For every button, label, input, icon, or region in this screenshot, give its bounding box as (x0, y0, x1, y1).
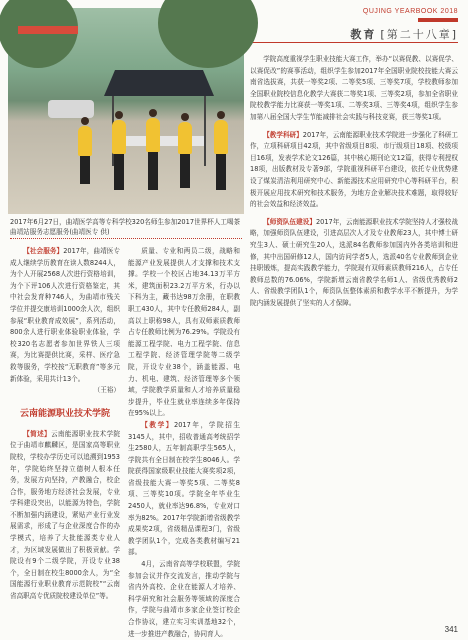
photo-volunteer-legs (80, 156, 90, 184)
photo-volunteer (146, 118, 160, 152)
paragraph (128, 420, 240, 559)
photo-volunteer (112, 120, 126, 154)
paragraph (10, 429, 120, 603)
section-tag: 【简述】 (23, 429, 51, 438)
paragraph: 4月，云南省高等学校联盟，学院参加会议并作交流发言，推动学院与省内外高校、企业在能源人才培养、科学研究和社会服务等领域的深度合作，学院与曲靖市多家企业签订校企合作协议，建立实习实训基地32个，进一步推进产教融合，协同育人。 (128, 560, 240, 638)
photo-tent (104, 70, 214, 96)
header-strip (418, 18, 458, 22)
section-tag: 【师资队伍建设】 (263, 217, 316, 226)
paragraph (250, 130, 458, 211)
paragraph: 质量、专业和两员二级，战略和能源产业发展提供人才支撑和技术支撑。学校一个校区占地34.13万平方米，建筑面积23.2万平方米，行办以下科为主，藏书达98万余册，在职教职工430人，其中专任教师284人，副高以上职称98人，具有双师素质教师占专任教师比例为76.29%。学院设有能源工程学院、电力工程学院、信息工程学院、经济管理学院等二级学院，开设专业38个，涵盖能源、电力、机电、建筑、经济管理等多个领域，学院教学质量和人才培养质量稳步提升，毕业生就业率连续多年保持在95%以上。 (128, 247, 240, 418)
photo-volunteer-legs (216, 154, 226, 190)
page-number: 341 (444, 625, 458, 634)
paragraph-text: 云南能源职业技术学院位于曲靖市麒麟区，是国家高等职业院校，学校办学历史可以追溯到1953年，学院始终坚持立德树人根本任务，发展方向坚持，产教融合，校企合作，服务地方经济社会发展，专业学科建设突出，以能源为特色，学院不断加强内涵建设，紧贴产业行业发展需求，形成了与企业深度合作的办学模式，培养了大批能源类专业人才，为区域发展做出了积极贡献。学院设有9个二级学院，开设专业38个，全日制在校生8000余人，为“全国能源行业职业教育示范院校”“云南省高职高专优质院校建设单位”等。 (10, 429, 121, 601)
header-divider (244, 42, 458, 43)
photo-volunteer-legs (180, 154, 190, 188)
paragraph (10, 246, 120, 385)
photo-volunteer-legs (148, 152, 158, 190)
photo-volunteer (178, 122, 192, 154)
paragraph-text: 2017年，云南能源职业技术学院坚持人才强校战略，加强师资队伍建设，引进高层次人才及专业教师23人，其中博士研究生3人、硕士研究生20人，选派84名教师参加国内外各类培训和进修，其中出国研修12人，国内访问学者5人，选派40名专业教师到企业挂职锻炼，提高实践教学能力，学院现有双师素质教师216人，占专任教师总数的76.06%，学院新增云南省教学名师1人、省级优秀教师2人、省级教学团队1个，师资队伍整体素质和教学水平不断提升，为学院内涵发展提供了坚实的人才保障。 (250, 217, 458, 307)
paragraph-text: 2017年，学院招生3145人，其中，招收普通高考统招学生2580人，五年制高职学生565人，学院共有全日制在校学生8046人。学院获得国家级职业技能大赛奖项2项，省级技能大赛一等奖5项、二等奖8项、三等奖10项。学院全年毕业生2450人，就业率达96.8%，专业对口率为82%。2017年学院新增省级教学成果奖2项，省级精品课程3门，省级教学团队1个，完成各类教材编写21部。 (128, 420, 240, 557)
paragraph (250, 217, 458, 310)
chapter-number: [第二十八章] (380, 28, 458, 41)
photo-tree (0, 0, 78, 68)
section-tag: 【教学】 (141, 420, 174, 429)
event-photo (8, 8, 244, 214)
caption-divider (10, 238, 242, 239)
yearbook-label: QUJING YEARBOOK 2018 (362, 8, 458, 15)
paragraph-text: 2017年，云南能源职业技术学院进一步强化了科研工作，立项科研项目42项，其中省级项目8项、市厅级项目18项、校级项目16项，发表学术论文126篇，其中核心期刊论文12篇，获得专利授权18项，出版教材及专著9部，学院重视科研平台建设，依托专业优势建设了煤炭清洁利用研究中心、新能源技术应用研究中心等科研平台，积极开展应用技术研究和技术服务，为地方企业解决技术难题，取得较好的社会效益和经济效益。 (250, 130, 458, 209)
photo-volunteer (214, 120, 228, 154)
author-credit: （王裕） (93, 386, 120, 395)
photo-tent-pole (204, 96, 206, 166)
section-title (350, 26, 458, 42)
photo-volunteer (78, 126, 92, 156)
photo-banner (18, 26, 78, 34)
column-1 (10, 246, 120, 632)
paragraph-text: 2017年，曲靖医专成人继续学历教育在读人数8244人，为个人开展2568人次进行资格培训，为个下评106人次进行资格鉴定，其中社会发育种746人，为曲靖市残关学位并提交康培训1000余人次，组织参展“职业教育成效展”，系列活动，800余人进行职业体验职业体验，学校320名志愿者参加世界铁人三项赛，为比赛提供比赛，采样、医疗急救等服务，学校按“无职教育”等多元新体验，采用共计13个。 (10, 247, 120, 383)
page-header (318, 8, 458, 42)
section-tag: 【社会服务】 (23, 247, 64, 255)
section-name: 教育 (350, 28, 377, 41)
section-tag: 【教学科研】 (263, 130, 303, 139)
photo-car (48, 100, 94, 118)
institution-title: 云南能源职业技术学院 (19, 408, 110, 419)
paragraph: 学院高度重视学生职业技能大赛工作，举办“以赛促教、以赛促学、以赛促改”的赛事活动，组织学生参加2017年全国职业院校技能大赛云南省选拔赛，共获一等奖2项、二等奖5项、三等奖7项，学校教师参加全国职业院校信息化教学大赛获二等奖1项、三等奖2项，参加全省职业院校教学能力比赛获一等奖1项、二等奖3项、三等奖4项，组织学生参加第八届全国大学生节能减排社会实践与科技竞赛，获三等奖1项。 (250, 55, 458, 121)
column-3 (250, 54, 458, 624)
column-2 (128, 246, 240, 638)
photo-volunteer-legs (114, 154, 124, 190)
photo-tree (158, 0, 258, 68)
photo-caption: 2017年6月27日，曲靖医学高等专科学校320名师生参加2017世界杯人工喝茶曲靖站服务志愿服务(曲靖医专 供) (10, 218, 241, 236)
